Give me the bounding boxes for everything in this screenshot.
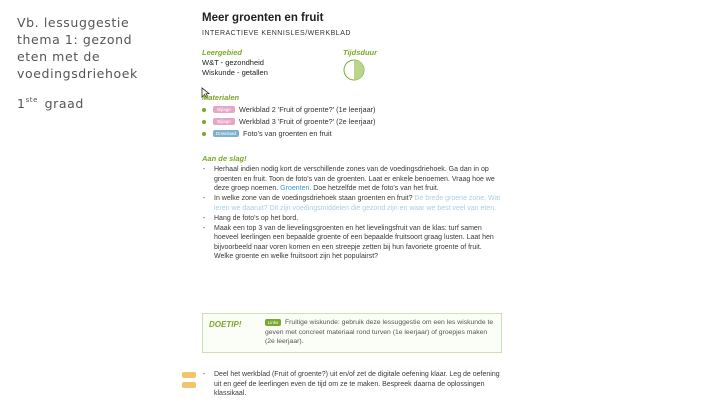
bullet-icon bbox=[202, 108, 206, 112]
step-item: - Deel het werkblad (Fruit of groente?) uit en/of zet de digitale oefening klaar. Leg de oefening uit en geef de leerlingen even de tijd om ze te maken. Bespreek daarna de oplossingen klassikaal. bbox=[203, 371, 500, 397]
bijlage-tag[interactable] bbox=[182, 382, 196, 388]
step-text: In welke zone van de voedingsdriehoek staan groenten en fruit? bbox=[214, 195, 415, 202]
leergebied-line: Wiskunde - getallen bbox=[202, 68, 268, 77]
doetip-box bbox=[202, 313, 502, 353]
worksheet-title: Meer groenten en fruit bbox=[202, 12, 324, 24]
grade-word: graad bbox=[44, 96, 84, 111]
grade-number: 1 bbox=[17, 96, 26, 111]
step-text: Deel het werkblad (Fruit of groente?) uit en/of zet de digitale oefening klaar. Leg de oefening uit en geef de leerlingen even de tijd om ze te maken. Bespreek daarna de oplossingen klassikaal. bbox=[214, 371, 500, 397]
aan-de-slag-head: Aan de slag! bbox=[202, 154, 247, 163]
step-item: - Herhaal indien nodig kort de verschillende zones van de voedingsdriehoek. Ga dan in op groenten en fruit. Toon de foto's van de groenten. Laat er enkele benoemen. Vraag hoe we deze groep noemen. Groenten. Doe hetzelfde met de foto's van het fruit. bbox=[203, 166, 495, 192]
bullet-icon bbox=[202, 120, 206, 124]
slide-grade bbox=[17, 96, 84, 111]
material-tag[interactable]: Download bbox=[213, 130, 239, 137]
bottom-step bbox=[202, 370, 502, 399]
step-text: Herhaal indien nodig kort de verschillende zones van de voedingsdriehoek. Ga dan in op groenten en fruit. Toon de foto's van de groenten. Laat er enkele benoemen. Vraag hoe we deze groep noemen. bbox=[214, 166, 495, 192]
bottom-tags bbox=[182, 372, 196, 392]
grade-sup: ste bbox=[25, 96, 39, 104]
step-answer: De brede groene zone. Wat leren we daaruit? Dit zijn voedingsmiddelen die gezond zijn en waar we best veel van eten. bbox=[214, 195, 501, 212]
step-item: - Maak een top 3 van de lievelingsgroenten en het lievelingsfruit van de klas: turf samen hoeveel leerlingen een bepaalde groente of een bepaalde fruitsoort graag lusten. Laat hen bijvoorbeeld naar voren komen en een streepje zetten bij hun favoriete groente of fruit. Welke groente en welke fruitsoort zijn het populairst? bbox=[203, 224, 494, 260]
worksheet bbox=[196, 8, 516, 403]
slide-title: Vb. lessuggestie thema 1: gezond eten met de voedingsdriehoek bbox=[17, 15, 138, 81]
step-answer: Groenten. bbox=[280, 185, 312, 192]
leergebied-line: W&T - gezondheid bbox=[202, 58, 264, 67]
leergebied-section bbox=[202, 48, 268, 77]
bullet-icon bbox=[202, 132, 206, 136]
step-item: - In welke zone van de voedingsdriehoek staan groenten en fruit? De brede groene zone. Wat leren we daaruit? Dit zijn voedingsmiddelen die gezond zijn en waar we best veel van eten. bbox=[203, 195, 501, 212]
doetip-title: DOETIP! bbox=[209, 320, 242, 329]
material-tag[interactable]: Bijlage bbox=[213, 106, 235, 113]
material-item bbox=[202, 105, 376, 114]
half-pie-icon bbox=[343, 59, 365, 81]
doetip-body bbox=[265, 318, 497, 347]
steps-list bbox=[202, 165, 502, 262]
material-item bbox=[202, 117, 376, 126]
material-text: Werkblad 2 'Fruit of groente?' (1e leerjaar) bbox=[239, 105, 376, 114]
leergebied-head: Leergebied bbox=[202, 48, 243, 57]
materialen-head: Materialen bbox=[202, 93, 240, 102]
material-text: Foto's van groenten en fruit bbox=[243, 129, 332, 138]
doetip-tag[interactable]: Links bbox=[265, 319, 281, 326]
tijdsduur-head: Tijdsduur bbox=[343, 48, 378, 57]
step-text: Maak een top 3 van de lievelingsgroenten en het lievelingsfruit van de klas: turf samen hoeveel leerlingen een bepaalde groente of een bepaalde fruitsoort graag lusten. Laat hen bijvoorbeeld naar voren komen en een streepje zetten bij hun favoriete groente of fruit. Welke groente en welke fruitsoort zijn het populairst? bbox=[214, 224, 494, 260]
material-text: Werkblad 3 'Fruit of groente?' (2e leerjaar) bbox=[239, 117, 376, 126]
doetip-text: Fruitige wiskunde: gebruik deze lessuggestie om een les wiskunde te geven met concreet materiaal rond turven (1e leerjaar) of groepjes maken (2e leerjaar). bbox=[265, 319, 494, 345]
bijlage-tag[interactable] bbox=[182, 372, 196, 378]
worksheet-subtitle: INTERACTIEVE KENNISLES/WERKBLAD bbox=[202, 30, 351, 37]
step-text: Doe hetzelfde met de foto's van het fruit. bbox=[311, 185, 439, 192]
step-text: Hang de foto's op het bord. bbox=[214, 214, 299, 222]
step-item: - Hang de foto's op het bord. bbox=[203, 214, 299, 222]
material-tag[interactable]: Bijlage bbox=[213, 118, 235, 125]
material-item bbox=[202, 129, 332, 138]
